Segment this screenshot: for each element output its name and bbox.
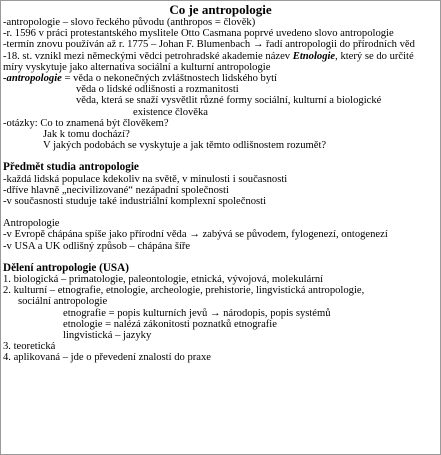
list-item: -každá lidská populace kdekoliv na světě, v minulosti i současnosti [3,173,288,185]
list-item: etnologie = nalézá zákonitosti poznatků etnografie [63,318,277,330]
text-line: -termín znovu používán až r. 1775 – Johan F. Blumenbach → řadí antropologii do přírodních věd [3,39,415,51]
text-fragment: = věda o nekonečných zvláštnostech lidského bytí [61,73,278,85]
list-item: 3. teoretická [3,341,56,353]
list-item: 4. aplikovaná – jde o převedení znalostí do praxe [3,352,211,364]
text-line: věda o lidské odlišnosti a rozmanitosti [76,84,239,96]
list-item: -dříve hlavně „necivilizované“ nezápadní společnosti [3,184,229,196]
list-item: etnografie = popis kulturních jevů → národopis, popis systémů [63,307,331,319]
list-item: -v Evropě chápána spíše jako přírodní věda → zabývá se původem, fylogenezí, ontogenezí [3,229,388,241]
section-heading: Antropologie [3,218,60,230]
section-heading: Dělení antropologie (USA) [3,261,129,274]
text-line: -r. 1596 v práci protestantského myslitele Otto Casmana poprvé uvedeno slovo antropologie [3,28,394,40]
list-item: 1. biologická – primatologie, paleontologie, etnická, vývojová, molekulární [3,274,324,286]
text-line: V jakých podobách se vyskytuje a jak těmto odlišnostem rozumět? [43,140,327,152]
text-line: Jak k tomu dochází? [43,129,130,141]
text-line: existence člověka [133,106,208,118]
list-item: 2. kulturní – etnografie, etnologie, archeologie, prehistorie, lingvistická antropologie, [3,285,365,297]
text-line: -antropologie – slovo řeckého původu (anthropos = člověk) [3,17,256,28]
spacer [1,207,440,218]
text-line [1,51,440,73]
term-antropologie: -antropologie [3,73,62,85]
text-fragment: , který se do určité míry vyskytuje jako alternativa sociální a kulturní antropologie [3,50,414,73]
list-item: sociální antropologie [18,296,108,308]
term-etnologie: Etnologie [292,50,336,62]
text-line: -otázky: Co to znamená být člověkem? [3,117,169,129]
list-item: -v USA a UK odlišný způsob – chápána šíře [3,240,191,252]
text-fragment: -18. st. vznikl mezi německými vědci petrohradské akademie název [3,50,293,62]
list-item: -v současnosti studuje také industriální komplexní společnosti [3,196,267,208]
page-title: Co je antropologie [169,2,272,17]
text-line: věda, která se snaží vysvětlit různé formy sociální, kulturní a biologické [76,95,382,107]
list-item: lingvistická – jazyky [63,330,152,342]
text-line [1,73,440,84]
section-heading: Předmět studia antropologie [3,161,139,174]
